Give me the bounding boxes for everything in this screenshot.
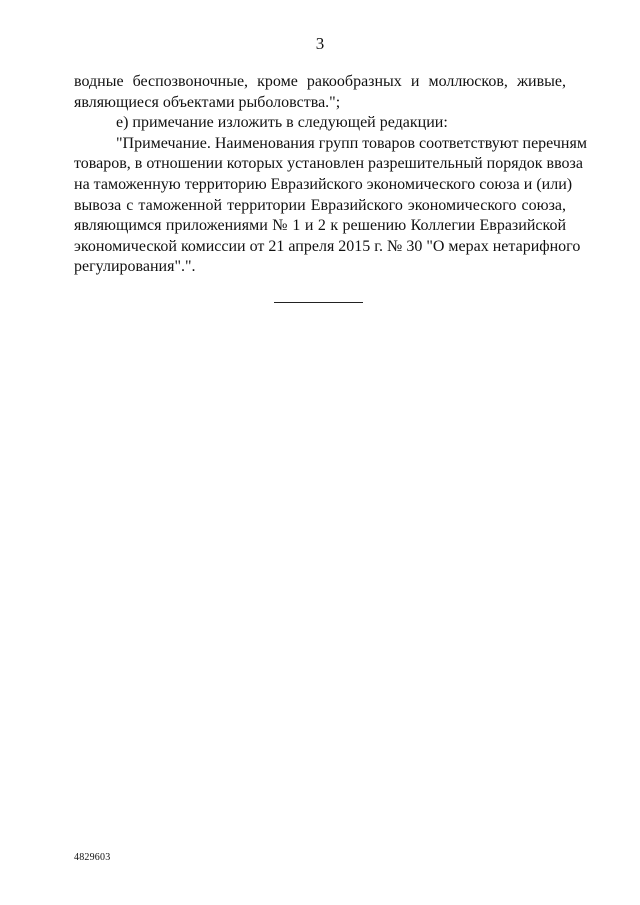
text-line: вывоза с таможенной территории Евразийского экономического союза, [74,196,566,214]
document-code: 4829603 [74,852,111,863]
end-separator-line [274,302,363,303]
text-line: регулирования".". [74,258,196,276]
text-line: экономической комиссии от 21 апреля 2015 г. № 30 "О мерах нетарифного [74,237,581,255]
page-number: 3 [315,34,325,53]
text-line: е) примечание изложить в следующей редакции: [116,114,448,132]
text-line: водные беспозвоночные, кроме ракообразных и моллюсков, живые, [74,73,566,90]
text-line: товаров, в отношении которых установлен разрешительный порядок ввоза [74,155,583,173]
text-line: на таможенную территорию Евразийского экономического союза и (или) [74,175,573,193]
document-body [74,72,587,278]
text-line: являющимся приложениями № 1 и 2 к решению Коллегии Евразийской [74,217,566,235]
text-line: "Примечание. Наименования групп товаров соответствуют перечням [116,134,587,152]
text-line: являющиеся объектами рыболовства."; [74,93,341,111]
